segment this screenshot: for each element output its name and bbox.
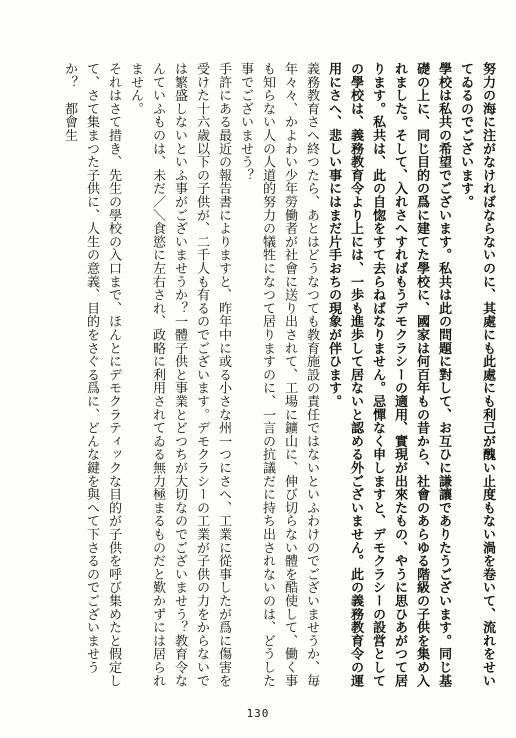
paragraph-compulsory-education: 義務教育さへ終つたら、あとはどうなつても教育施設の責任ではないといふわけのでございませうか、毎年々々、かよわい少年勞働者が社會に送り出されて、工場に鑛山に、伸び切らない體を酷使して、働く事も知らない人の人道的努力の犠牲になつて居りますのに、一言の抗議だに持ち出されないのは、どうした事でございませう？ bbox=[238, 62, 319, 688]
page-number: 130 bbox=[246, 707, 270, 720]
paragraph-school-hope: 學校は私共の希望でございます。私共は此の問題に對して、お互ひに謙讓でありたうございます。同じ基礎の上に、同じ目的の爲に建てた學校に、國家は何百年もの昔から、社會のあらゆる階級の子供を集め入れました。そして、入れさへすればもうデモクラシーの適用、實現が出來たもの、やうに思ひあがつて居ります。私共は、此の自惚をすて去らねばなりません。忌憚なく申しますと、デモクラシーの設営としての學校は、義務教育令より上には、一歩も進歩して居ないと認める外ございません。此の義務教育令の運用にさへ、悲しい事にはまだ片手おちの現象が伴ひます。 bbox=[326, 62, 451, 688]
paragraph-continuation: 努力の海に注がなければならないのに、其處にも此處にも利己が醜い止度もない渦を卷いて、流れをせいてゐるのでございます。 bbox=[458, 62, 495, 688]
paragraph-school-entrance: それはさて措き、先生の學校の入口まで、ほんとにデモクラティックな目的が子供を呼び集めたと假定して、さて集まつた子供に、人生の意義、目的をさぐる爲に、どんな鍵を與へて下さるのでございませうか？ 都會生 bbox=[62, 62, 121, 688]
vertical-text-block bbox=[12, 62, 498, 692]
paragraph-report: 手許にある最近の報告書によりますと、昨年中に或る小さな州一つにさへ、工業に從事したが爲に傷害を受けた十六歳以下の子供が、二千人も有るのでございます。デモクラシーの工業が子供の力をからないでは繁盛しないといふ事がございませうか？一體子供と事業とどつちが大切なのでございませう？教育令なんていふものは、未だ／＼食慾に左右され、政略に利用されてゐる無力極まるものだと歎かずには居られません。 bbox=[128, 62, 231, 688]
